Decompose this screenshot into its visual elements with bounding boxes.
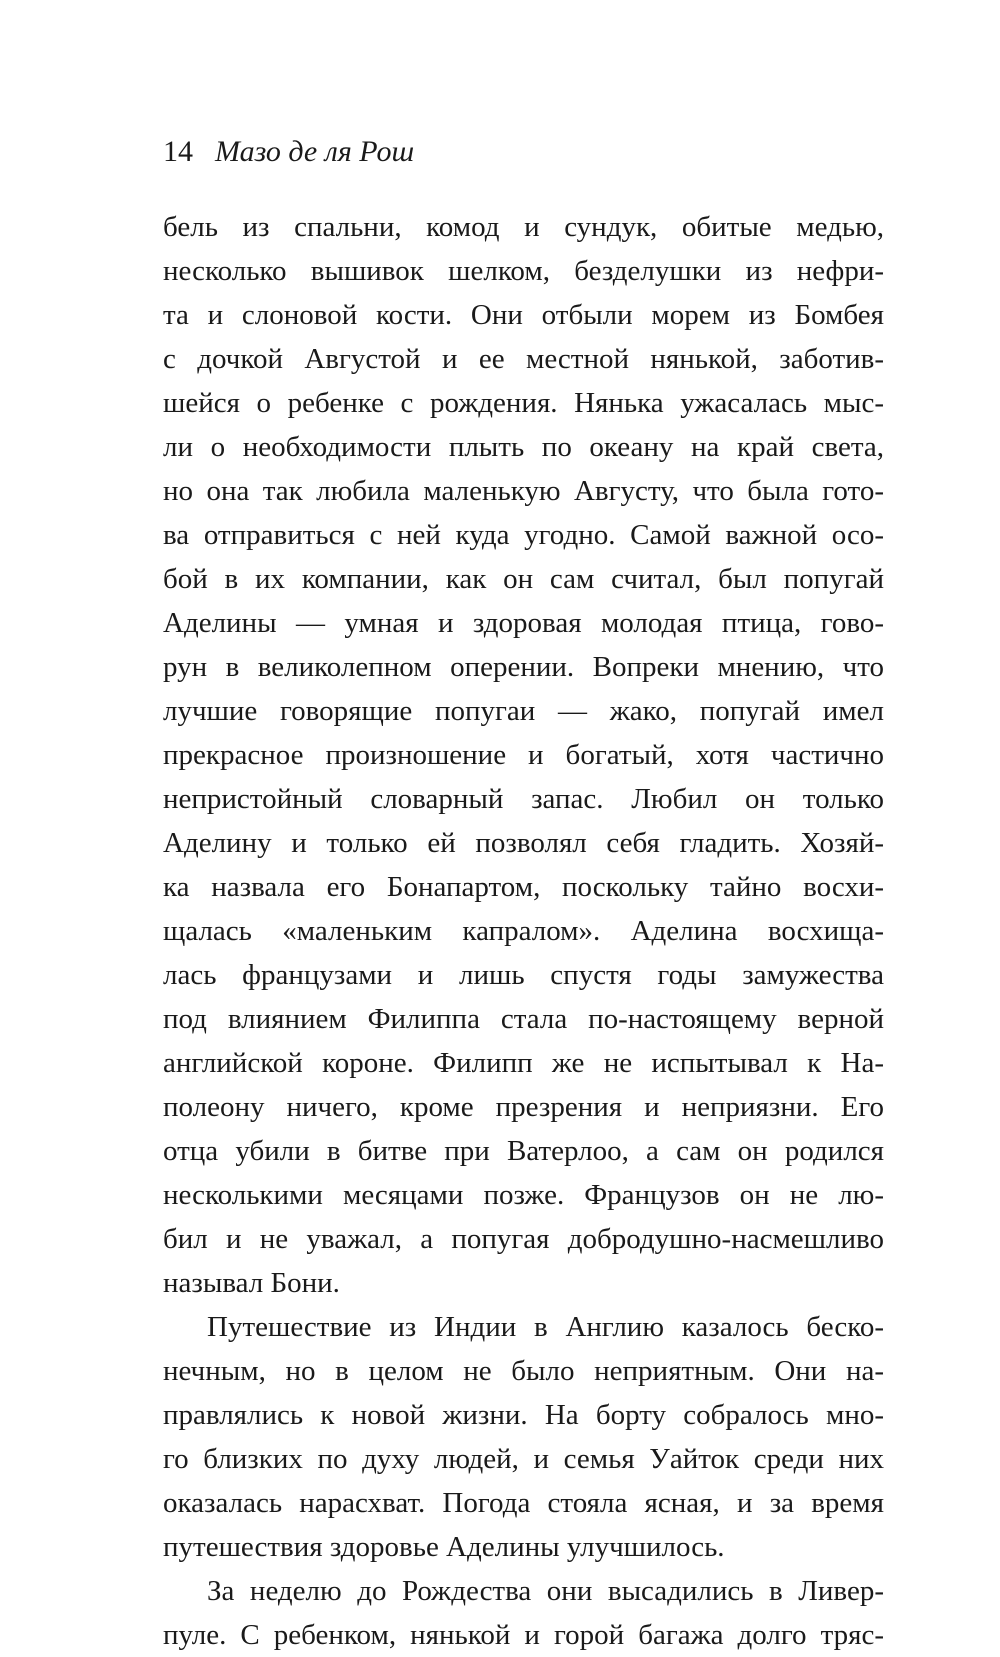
text-line: правлялись к новой жизни. На борту собралось мно-: [163, 1399, 884, 1431]
text-line: Путешествие из Индии в Англию казалось беско-: [207, 1311, 884, 1343]
text-line: бил и не уважал, а попугая добродушно-насмешливо: [163, 1223, 884, 1255]
text-line: называл Бони.: [163, 1267, 340, 1299]
text-line: пуле. С ребенком, нянькой и горой багажа долго тряс-: [163, 1619, 884, 1651]
text-line: ка назвала его Бонапартом, поскольку тайно восхи-: [163, 871, 884, 903]
text-line: лась французами и лишь спустя годы замужества: [163, 959, 884, 991]
text-line: полеону ничего, кроме презрения и неприязни. Его: [163, 1091, 884, 1123]
text-line: английской короне. Филипп же не испытывал к На-: [163, 1047, 884, 1079]
text-line: отца убили в битве при Ватерлоо, а сам он родился: [163, 1135, 884, 1167]
text-line: прекрасное произношение и богатый, хотя частично: [163, 739, 884, 771]
text-line: но она так любила маленькую Августу, что была гото-: [163, 475, 884, 507]
text-line: оказалась нарасхват. Погода стояла ясная, и за время: [163, 1487, 884, 1519]
text-line: та и слоновой кости. Они отбыли морем из Бомбея: [163, 299, 884, 331]
text-line: с дочкой Августой и ее местной нянькой, заботив-: [163, 343, 884, 375]
text-line: ли о необходимости плыть по океану на край света,: [163, 431, 884, 463]
text-line: бой в их компании, как он сам считал, был попугай: [163, 563, 884, 595]
text-line: рун в великолепном оперении. Вопреки мнению, что: [163, 651, 884, 683]
text-line: несколько вышивок шелком, безделушки из нефри-: [163, 255, 884, 287]
text-line: несколькими месяцами позже. Французов он не лю-: [163, 1179, 884, 1211]
page-number: 14: [163, 135, 193, 168]
text-line: Аделины — умная и здоровая молодая птица, гово-: [163, 607, 884, 639]
running-head: [163, 132, 883, 172]
text-line: шейся о ребенке с рождения. Нянька ужасалась мыс-: [163, 387, 884, 419]
body-text: [163, 205, 884, 1657]
text-line: под влиянием Филиппа стала по-настоящему верной: [163, 1003, 884, 1035]
text-line: ва отправиться с ней куда угодно. Самой важной осо-: [163, 519, 884, 551]
text-line: За неделю до Рождества они высадились в Ливер-: [207, 1575, 884, 1607]
text-line: нечным, но в целом не было неприятным. Они на-: [163, 1355, 884, 1387]
text-line: лучшие говорящие попугаи — жако, попугай имел: [163, 695, 884, 727]
text-line: щалась «маленьким капралом». Аделина восхища-: [163, 915, 884, 947]
text-line: го близких по духу людей, и семья Уайток среди них: [163, 1443, 884, 1475]
text-line: Аделину и только ей позволял себя гладить. Хозяй-: [163, 827, 884, 859]
text-line: бель из спальни, комод и сундук, обитые медью,: [163, 211, 884, 243]
text-line: путешествия здоровье Аделины улучшилось.: [163, 1531, 725, 1563]
running-title: Мазо де ля Рош: [215, 135, 415, 168]
text-line: непристойный словарный запас. Любил он только: [163, 783, 884, 815]
